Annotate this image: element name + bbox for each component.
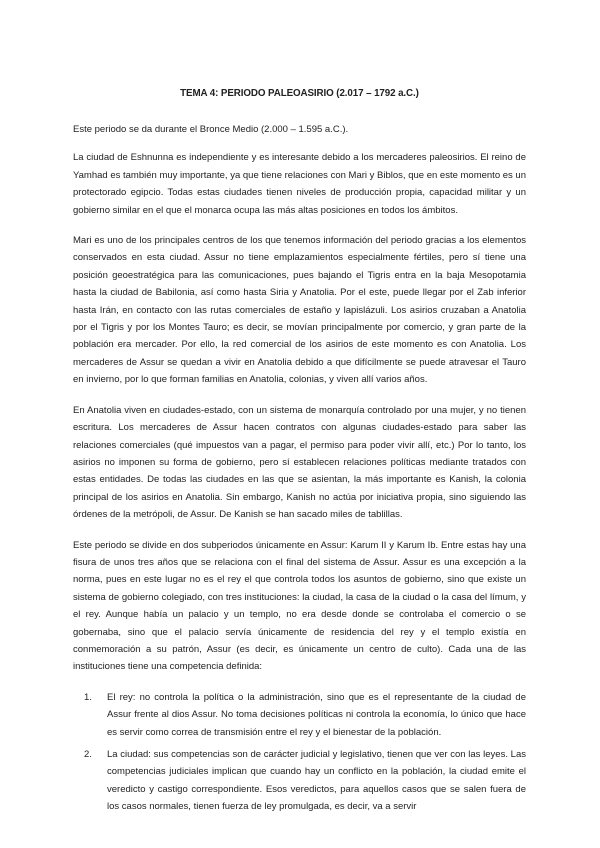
paragraph-mari-assur: Mari es uno de los principales centros de los que tenemos información del periodo gracias a los elementos conservados en esta ciudad. Assur no tiene emplazamientos especialmente fértiles, pero sí tiene una posición geoestratégica para las comunicaciones, pues bajando el Tigris entra en la baja Mesopotamia hasta la ciudad de Babilonia, así como hasta Siria y Anatolia. Por el este, puede llegar por el Zab inferior hasta Irán, en contacto con las rutas comerciales de estaño y lapislázuli. Los asirios cruzaban a Anatolia por el Tigris y por los Montes Tauro; es decir, se movían principalmente por comercio, y gran parte de la población era mercader. Por ello, la red comercial de los asirios de este momento es con Anatolia. Los mercaderes de Assur se quedan a vivir en Anatolia debido a que difícilmente se puede atravesar el Tauro en invierno, por lo que forman familias en Anatolia, colonias, y viven allí varios años. — [73, 235, 526, 386]
paragraph-anatolia: En Anatolia viven en ciudades-estado, con un sistema de monarquía controlado por una mujer, y no tienen escritura. Los mercaderes de Assur hacen contratos con algunas ciudades-estado para saber las relaciones comerciales (qué impuestos van a pagar, el permiso para poder vivir allí, etc.) Por lo tanto, los asirios no imponen su forma de gobierno, pero sí establecen relaciones políticas mediante tratados con estas entidades. De todas las ciudades en las que se asientan, la más importante es Kanish, la colonia principal de los asirios en Anatolia. Sin embargo, Kanish no actúa por iniciativa propia, sino siguiendo las órdenes de la metrópoli, de Assur. De Kanish se han sacado miles de tablillas. — [73, 404, 526, 521]
paragraph-subperiodos: Este periodo se divide en dos subperiodos únicamente en Assur: Karum II y Karum Ib. Entre estas hay una fisura de unos tres años que se relaciona con el final del sistema de Assur. Assur es una excepción a la norma, pues en este lugar no es el rey el que controla todos los asuntos de gobierno, sino que existe un sistema de gobierno colegiado, con tres instituciones: la ciudad, la casa de la ciudad o la casa del límum, y el rey. Aunque había un palacio y un templo, no era desde donde se controlaba el comercio o se gobernaba, sino que el palacio servía únicamente de residencia del rey y el templo existía en conmemoración a su patrón, Assur (es decir, es únicamente un centro de culto). Cada una de las instituciones tiene una competencia definida: — [73, 539, 526, 673]
list-item — [84, 689, 526, 741]
paragraph-eshnunna: La ciudad de Eshnunna es independiente y es interesante debido a los mercaderes paleosirios. El reino de Yamhad es también muy importante, ya que tiene relaciones con Mari y Biblos, que en este momento es un protectorado egipcio. Todas estas ciudades tienen niveles de producción propia, capacidad militar y un gobierno similar en el que el monarca ocupa las más altas posiciones en todos los ámbitos. — [73, 152, 526, 216]
list-number: 2. — [84, 749, 92, 760]
list-number: 1. — [84, 691, 92, 703]
list-item — [84, 746, 526, 816]
list-item-text: El rey: no controla la política o la administración, sino que es el representante de la ciudad de Assur frente al dios Assur. No toma decisiones políticas ni controla la economía, lo único que hace es servir como correa de transmisión entre el rey y el bienestar de la población. — [107, 691, 526, 738]
paragraph-intro: Este periodo se da durante el Bronce Medio (2.000 – 1.595 a.C.). — [73, 124, 349, 135]
page-title: TEMA 4: PERIODO PALEOASIRIO (2.017 – 1792 a.C.) — [180, 88, 419, 99]
institutions-list — [73, 689, 526, 816]
list-item-text: La ciudad: sus competencias son de carácter judicial y legislativo, tienen que ver con las leyes. Las competencias judiciales implican que cuando hay un conflicto en la población, la ciudad emite el veredicto y castigo correspondiente. Esos veredictos, para aquellos casos que se salen fuera de los casos normales, tienen fuerza de ley promulgada, es decir, va a servir — [107, 749, 526, 813]
